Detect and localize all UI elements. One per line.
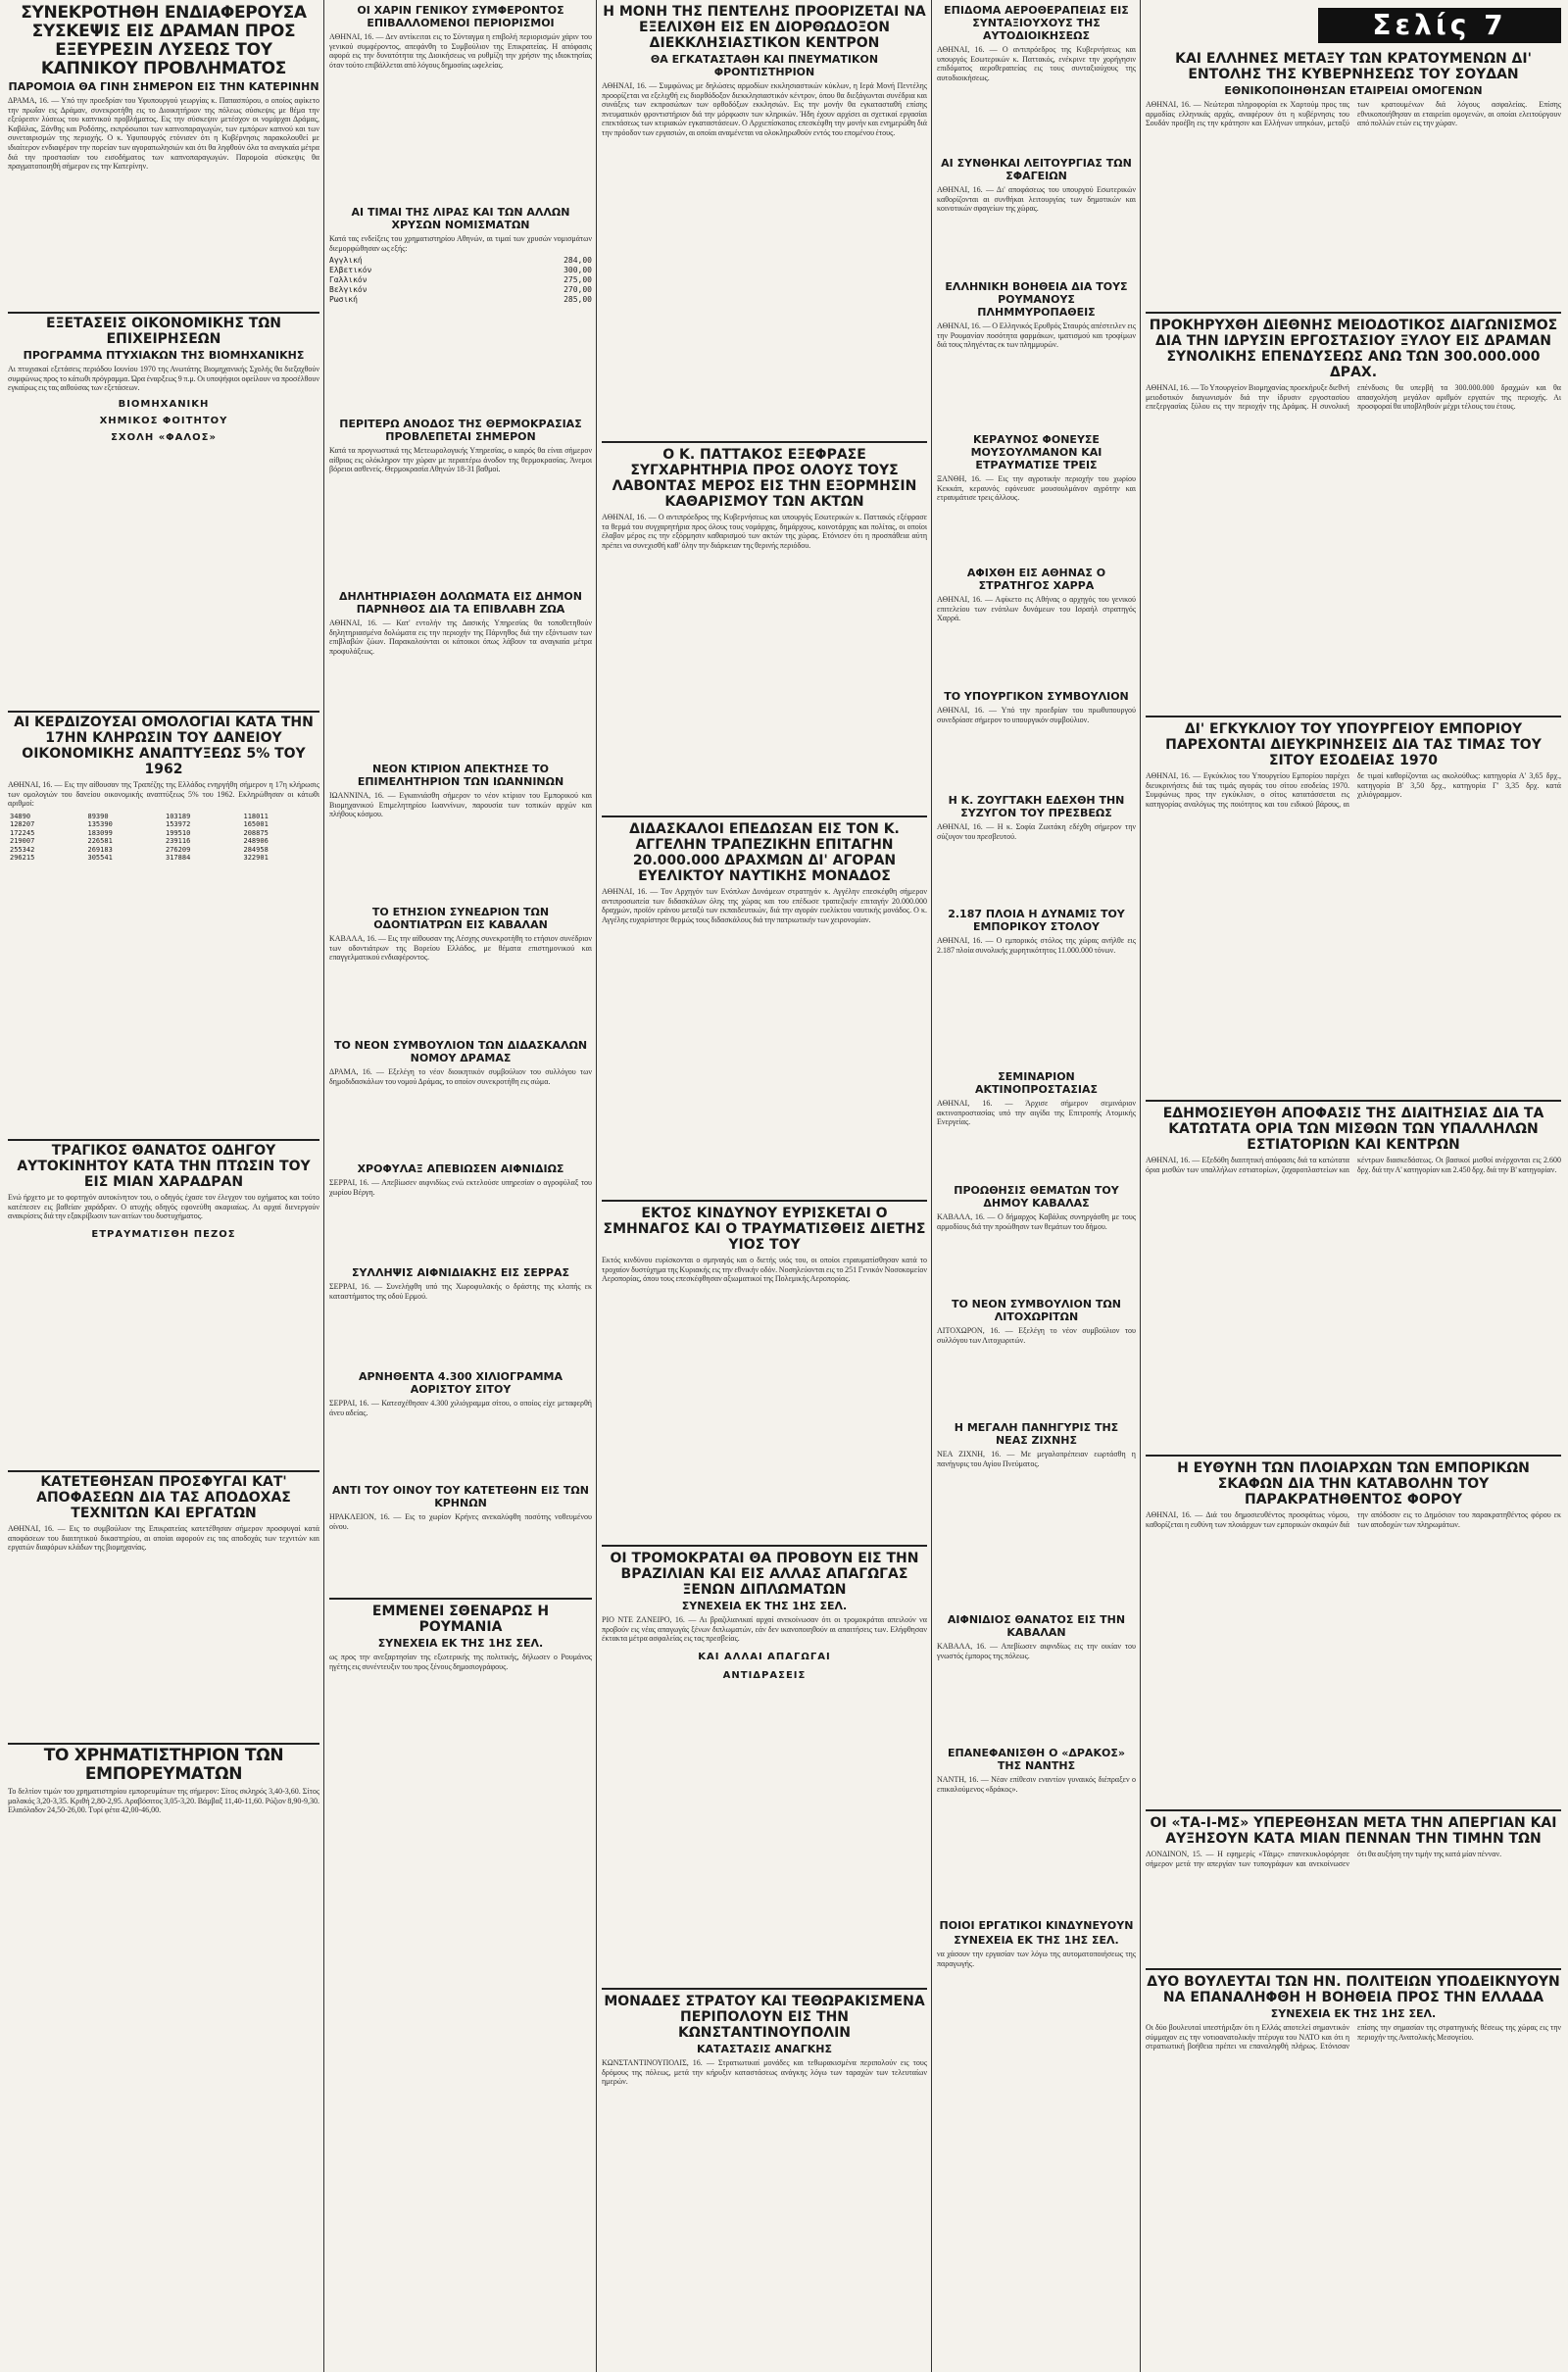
headline: ΣΥΛΛΗΨΙΣ ΑΙΦΝΙΔΙΑΚΗΣ ΕΙΣ ΣΕΡΡΑΣ [351, 1266, 570, 1279]
headline: ΑΙ ΤΙΜΑΙ ΤΗΣ ΛΙΡΑΣ ΚΑΙ ΤΩΝ ΑΛΛΩΝ ΧΡΥΣΩΝ ΝΟΜΙΣΜΑΤΩΝ [351, 206, 570, 231]
article-merchant-fleet [937, 908, 1136, 1064]
article-squadron-leader [602, 1206, 927, 1539]
article-teachers-drama [329, 1039, 592, 1157]
headline: ΟΙ ΤΡΟΜΟΚΡΑΤΑΙ ΘΑ ΠΡΟΒΟΥΝ ΕΙΣ ΤΗΝ ΒΡΑΖΙΛΙΑΝ ΚΑΙ ΕΙΣ ΑΛΛΑΣ ΑΠΑΓΩΓΑΣ ΞΕΝΩΝ ΔΙΠΛΩΜΑΤΩΝ [610, 1551, 919, 1598]
subheadline: ΘΑ ΕΓΚΑΤΑΣΤΑΘΗ ΚΑΙ ΠΝΕΥΜΑΤΙΚΟΝ ΦΡΟΝΤΙΣΤΗΡΙΟΝ [650, 53, 879, 78]
article-body: ΣΕΡΡΑΙ, 16. — Συνελήφθη υπό της Χωροφυλακής ο δράστης της κλοπής εκ καταστήματος της οδού Ερμού. [329, 1282, 592, 1301]
headline: ΑΦΙΧΘΗ ΕΙΣ ΑΘΗΝΑΣ Ο ΣΤΡΑΤΗΓΟΣ ΧΑΡΡΑ [966, 567, 1106, 592]
list-item [329, 285, 592, 295]
article-workers-at-risk [937, 1919, 1136, 2364]
headline: ΠΕΡΙΤΕΡΩ ΑΝΟΔΟΣ ΤΗΣ ΘΕΡΜΟΚΡΑΣΙΑΣ ΠΡΟΒΛΕΠΕΤΑΙ ΣΗΜΕΡΟΝ [339, 418, 582, 443]
gold-coin-label: Ελβετικόν [329, 266, 372, 275]
section-divider [329, 1598, 592, 1600]
headline: ΠΡΟΩΘΗΣΙΣ ΘΕΜΑΤΩΝ ΤΟΥ ΔΗΜΟΥ ΚΑΒΑΛΑΣ [954, 1184, 1119, 1210]
headline: ΝΕΟΝ ΚΤΙΡΙΟΝ ΑΠΕΚΤΗΣΕ ΤΟ ΕΠΙΜΕΛΗΤΗΡΙΟΝ ΤΩΝ ΙΩΑΝΝΙΝΩΝ [357, 763, 564, 788]
gold-coin-price: 285,00 [564, 295, 592, 305]
headline: ΤΡΑΓΙΚΟΣ ΘΑΝΑΤΟΣ ΟΔΗΓΟΥ ΑΥΤΟΚΙΝΗΤΟΥ ΚΑΤΑ ΤΗΝ ΠΤΩΣΙΝ ΤΟΥ ΕΙΣ ΜΙΑΝ ΧΑΡΑΔΡΑΝ [17, 1143, 311, 1190]
article-romania [329, 1604, 592, 2364]
article-body: ΑΘΗΝΑΙ, 16. — Ο αντιπρόεδρος της Κυβερνήσεως και υπουργός Εσωτερικών κ. Παττακός εξέφρασε τα θερμά του συγχαρητήρια προς όλους τους νομάρχας, δημάρχους, κοινοτάρχας και πολίτας, οι οποίοι έλαβον μέρος εις την εξόρμησιν καθαρισμού των ακτών της χώρας. Ετόνισεν ότι η προσπάθεια αύτη πρέπει να συνεχισθή καθ' όλην την διάρκειαν της θερινής περιόδου. [602, 513, 927, 550]
bond-number-cell: 284958 [243, 845, 269, 854]
section-divider [1146, 312, 1561, 314]
table-row [8, 813, 319, 821]
gold-coin-label: Γαλλικόν [329, 275, 368, 285]
article-body: ΑΘΗΝΑΙ, 16. — Τον Αρχηγόν των Ενόπλων Δυνάμεων στρατηγόν κ. Αγγέλην επεσκέφθη σήμερον αντιπροσωπεία των διδασκάλων όλης της χώρας και του επέδωσε τραπεζικήν επιταγήν 20.000.000 δραχμών, προϊόν εράνου μεταξύ των εκπαιδευτικών, διά την αγοράν ευελίκτου ναυτικής μονάδος. Ο κ. Αγγέλης ευχαρίστησε θερμώς τους διδασκάλους διά την πατριωτικήν των χειρονομίαν. [602, 887, 927, 924]
bond-number-cell: 165001 [243, 820, 269, 829]
article-teachers-cheque [602, 821, 927, 1194]
article-exams [8, 316, 319, 708]
article-body: ΑΘΗΝΑΙ, 16. — Ο αντιπρόεδρος της Κυβερνήσεως και υπουργός Εσωτερικών κ. Παττακός, ενέκρινε την χορήγησιν επιδόματος αεροθεραπείας εις τους συνταξιούχους της αυτοδιοικήσεως. [937, 45, 1136, 82]
article-body: ΛΙΤΟΧΩΡΟΝ, 16. — Εξελέγη το νέον συμβούλιον του συλλόγου των Λιτοχωριτών. [937, 1326, 1136, 1345]
table-row [8, 837, 319, 846]
headline: ΔΙΔΑΣΚΑΛΟΙ ΕΠΕΔΩΣΑΝ ΕΙΣ ΤΟΝ Κ. ΑΓΓΕΛΗΝ ΤΡΑΠΕΖΙΚΗΝ ΕΠΙΤΑΓΗΝ 20.000.000 ΔΡΑΧΜΩΝ ΔΙ' ΑΓΟΡΑΝ ΕΥΕΛΙΚΤΟΥ ΝΑΥΤΙΚΗΣ ΜΟΝΑΔΟΣ [629, 821, 900, 884]
section-divider [8, 711, 319, 713]
headline: Η Κ. ΖΟΥΓΤΑΚΗ ΕΔΕΧΘΗ ΤΗΝ ΣΥΖΥΓΟΝ ΤΟΥ ΠΡΕΣΒΕΩΣ [948, 794, 1125, 819]
headline: ΑΙΦΝΙΔΙΟΣ ΘΑΝΑΤΟΣ ΕΙΣ ΤΗΝ ΚΑΒΑΛΑΝ [947, 1613, 1126, 1639]
headline: ΕΠΑΝΕΦΑΝΙΣΘΗ Ο «ΔΡΑΚΟΣ» ΤΗΣ ΝΑΝΤΗΣ [948, 1747, 1125, 1772]
article-body: ΔΡΑΜΑ, 16. — Υπό την προεδρίαν του Υφυπουργού γεωργίας κ. Παπασπύρου, ο οποίος αφίκετο την πρωΐαν εις Δράμαν, συνεκροτήθη εις το Διοικητήριον της πόλεως σύσκεψις με θέμα την εξεύρεσιν λύσεως του καπνικού προβλήματος. Εις την σύσκεψιν μετέσχον οι νομάρχαι Δράμας, Καβάλας, Ξάνθης και Ροδόπης, εκπρόσωποι των καπνοπαραγωγών, των εμπόρων καπνού και των συνεταιρισμών της περιοχής. Ο κ. Υφυπουργός ετόνισεν ότι η Κυβέρνησις παρακολουθεί με ιδιαίτερον ενδιαφέρον την πορείαν των αγοραπωλησιών και ότι θα ληφθούν όλα τα αναγκαία μέτρα διά την προστασίαν του εισοδήματος των καπνοπαραγωγών. Παρομοία σύσκεψις θα πραγματοποιηθή σήμερον εις την Κατερίνην. [8, 96, 319, 172]
headline: ΟΙ ΧΑΡΙΝ ΓΕΝΙΚΟΥ ΣΥΜΦΕΡΟΝΤΟΣ ΕΠΙΒΑΛΛΟΜΕΝΟΙ ΠΕΡΙΟΡΙΣΜΟΙ [357, 4, 564, 29]
article-bond-draw [8, 715, 319, 1136]
section-label: ΒΙΟΜΗΧΑΝΙΚΗ [118, 398, 210, 410]
article-body: ΣΕΡΡΑΙ, 16. — Κατεσχέθησαν 4.300 χιλιόγραμμα σίτου, ο οποίος είχε μεταφερθή άνευ αδείας. [329, 1399, 592, 1417]
section-divider [602, 1988, 927, 1990]
article-body: ΚΑΒΑΛΑ, 16. — Εις την αίθουσαν της Λέσχης συνεκροτήθη το ετήσιον συνέδριον των οδοντιάτρων της Βορείου Ελλάδος, με θέματα επιστημονικού και επαγγελματικού ενδιαφέροντος. [329, 934, 592, 963]
headline: ΚΕΡΑΥΝΟΣ ΦΟΝΕΥΣΕ ΜΟΥΣΟΥΛΜΑΝΟΝ ΚΑΙ ΕΤΡΑΥΜΑΤΙΣΕ ΤΡΕΙΣ [970, 433, 1102, 471]
article-body: ΑΘΗΝΑΙ, 16. — Δι' αποφάσεως του υπουργού Εσωτερικών καθορίζονται αι συνθήκαι λειτουργίας των δημοτικών και κοινοτικών σφαγείων της χώρας. [937, 185, 1136, 214]
table-row [8, 829, 319, 838]
subheadline: ΠΑΡΟΜΟΙΑ ΘΑ ΓΙΝΗ ΣΗΜΕΡΟΝ ΕΙΣ ΤΗΝ ΚΑΤΕΡΙΝΗΝ [8, 80, 319, 93]
headline: ΜΟΝΑΔΕΣ ΣΤΡΑΤΟΥ ΚΑΙ ΤΕΘΩΡΑΚΙΣΜΕΝΑ ΠΕΡΙΠΟΛΟΥΝ ΕΙΣ ΤΗΝ ΚΩΝΣΤΑΝΤΙΝΟΥΠΟΛΙΝ [604, 1994, 925, 2041]
headline: ΣΕΜΙΝΑΡΙΟΝ ΑΚΤΙΝΟΠΡΟΣΤΑΣΙΑΣ [975, 1070, 1098, 1096]
headline: 2.187 ΠΛΟΙΑ Η ΔΥΝΑΜΙΣ ΤΟΥ ΕΜΠΟΡΙΚΟΥ ΣΤΟΛΟΥ [948, 908, 1125, 933]
bond-number-cell: 296215 [10, 854, 35, 863]
bond-number-cell: 305541 [87, 854, 113, 863]
column-rule [931, 0, 932, 2372]
headline: ΑΙ ΣΥΝΘΗΚΑΙ ΛΕΙΤΟΥΡΓΙΑΣ ΤΩΝ ΣΦΑΓΕΙΩΝ [941, 157, 1132, 182]
column-4 [937, 0, 1136, 2372]
article-wheat-prices [1146, 721, 1561, 1094]
continuation-label: ΣΥΝΕΧΕΙΑ ΕΚ ΤΗΣ 1ΗΣ ΣΕΛ. [954, 1934, 1119, 1947]
article-body: ως προς την ανεξαρτησίαν της εξωτερικής της πολιτικής, δήλωσεν ο Ρουμάνος ηγέτης εις συνέντευξιν του προς ξένους δημοσιογράφους. [329, 1653, 592, 1671]
bond-number-cell: 135390 [87, 820, 113, 829]
article-body: ΑΘΗΝΑΙ, 16. — Ο Ελληνικός Ερυθρός Σταυρός απέστειλεν εις την Ρουμανίαν ποσότητα φαρμάκων, ιματισμού και τροφίμων διά τους πληγέντας εκ των πλημμυρών. [937, 321, 1136, 350]
continuation-label: ΣΥΝΕΧΕΙΑ ΕΚ ΤΗΣ 1ΗΣ ΣΕΛ. [1270, 2007, 1437, 2020]
article-body: Κατά τας ενδείξεις του χρηματιστηρίου Αθηνών, αι τιμαί των χρυσών νομισμάτων διεμορφώθησαν ως εξής: [329, 234, 592, 253]
headline: ΕΛΛΗΝΙΚΗ ΒΟΗΘΕΙΑ ΔΙΑ ΤΟΥΣ ΡΟΥΜΑΝΟΥΣ ΠΛΗΜΜΥΡΟΠΑΘΕΙΣ [945, 280, 1128, 319]
article-ioannina-chamber [329, 763, 592, 900]
article-body: ΛΟΝΔΙΝΟΝ, 15. — Η εφημερίς «Τάιμς» επανεκυκλοφόρησε σήμερον μετά την απεργίαν των τυπογράφων και ανεκοίνωσεν ότι θα αυξήση την τιμήν της κατά μίαν πένναν. [1146, 1850, 1502, 1868]
headline: ΑΙ ΚΕΡΔΙΖΟΥΣΑΙ ΟΜΟΛΟΓΙΑΙ ΚΑΤΑ ΤΗΝ 17ΗΝ ΚΛΗΡΩΣΙΝ ΤΟΥ ΔΑΝΕΙΟΥ ΟΙΚΟΝΟΜΙΚΗΣ ΑΝΑΠΤΥΞΕΩΣ 5% ΤΟΥ 1962 [14, 715, 314, 777]
article-tobacco-meeting [8, 4, 319, 308]
bond-number-cell: 276209 [166, 845, 191, 854]
article-body: Το δελτίον τιμών του χρηματιστηρίου εμπορευμάτων της σήμερον: Σίτος σκληρός 3,40-3,60. Σίτος μαλακός 3,20-3,35. Κριθή 2,80-2,95. Αραβόσιτος 3,05-3,20. Βάμβαξ 11,40-11,60. Ρύζιον 8,90-9,30. Ελαιόλαδον 24,50-26,00. Τυρί φέτα 42,00-46,00. [8, 1787, 319, 1815]
article-air-therapy [937, 4, 1136, 151]
headline: ΔΙ' ΕΓΚΥΚΛΙΟΥ ΤΟΥ ΥΠΟΥΡΓΕΙΟΥ ΕΜΠΟΡΙΟΥ ΠΑΡΕΧΟΝΤΑΙ ΔΙΕΥΚΡΙΝΗΣΕΙΣ ΔΙΑ ΤΑΣ ΤΙΜΑΣ ΤΟΥ ΣΙΤΟΥ ΕΣΟΔΕΙΑΣ 1970 [1165, 721, 1542, 768]
bond-number-cell: 34890 [10, 812, 31, 820]
section-divider [602, 1545, 927, 1547]
headline: ΚΑΤΕΤΕΘΗΣΑΝ ΠΡΟΣΦΥΓΑΙ ΚΑΤ' ΑΠΟΦΑΣΕΩΝ ΔΙΑ ΤΑΣ ΑΠΟΔΟΧΑΣ ΤΕΧΝΙΤΩΝ ΚΑΙ ΕΡΓΑΤΩΝ [36, 1474, 291, 1521]
section-divider [8, 1470, 319, 1472]
gold-coin-price: 300,00 [564, 266, 592, 275]
continuation-label: ΣΥΝΕΧΕΙΑ ΕΚ ΤΗΣ 1ΗΣ ΣΕΛ. [681, 1600, 848, 1612]
headline: Ο Κ. ΠΑΤΤΑΚΟΣ ΕΞΕΦΡΑΣΕ ΣΥΓΧΑΡΗΤΗΡΙΑ ΠΡΟΣ ΟΛΟΥΣ ΤΟΥΣ ΛΑΒΟΝΤΑΣ ΜΕΡΟΣ ΕΙΣ ΤΗΝ ΕΞΟΡΜΗΣΙΝ ΚΑΘΑΡΙΣΜΟΥ ΤΩΝ ΑΚΤΩΝ [612, 447, 917, 510]
column-rule [1140, 0, 1141, 2372]
article-us-congressmen [1146, 1974, 1561, 2364]
headline: ΕΠΙΔΟΜΑ ΑΕΡΟΘΕΡΑΠΕΙΑΣ ΕΙΣ ΣΥΝΤΑΞΙΟΥΧΟΥΣ ΤΗΣ ΑΥΤΟΔΙΟΙΚΗΣΕΩΣ [944, 4, 1129, 42]
section-divider [8, 1743, 319, 1745]
article-body: ΑΘΗΝΑΙ, 16. — Κατ' εντολήν της Δασικής Υπηρεσίας θα τοποθετηθούν δηλητηριασμένα δολώματα εις την περιοχήν της Πάρνηθος διά την εξόντωσιν των επιβλαβών ζώων. Παρακαλούνται οι κάτοικοι όπως λάβουν τα αναγκαία μέτρα προφυλάξεως. [329, 618, 592, 656]
section-label: ΧΗΜΙΚΟΣ ΦΟΙΤΗΤΟΥ [99, 415, 228, 426]
bond-number-cell: 153972 [166, 820, 191, 829]
article-body: ΑΘΗΝΑΙ, 16. — Το Υπουργείον Βιομηχανίας προεκήρυξε διεθνή μειοδοτικόν διαγωνισμόν διά την ίδρυσιν εργοστασίου επεξεργασίας ξύλου εις την περιοχήν της Δράμας. Η συνολική επένδυσις θα υπερβή τα 300.000.000 δραχμών και θα απασχολήση μεγάλον αριθμόν εργατών της περιοχής. Αι προσφοραί θα υποβληθούν μέχρι τέλους του έτους. [1146, 383, 1561, 412]
article-body: ΙΩΑΝΝΙΝΑ, 16. — Εγκαινιάσθη σήμερον το νέον κτίριον του Εμπορικού και Βιομηχανικού Επιμελητηρίου Ιωαννίνων, παρουσία των τοπικών αρχών και πλήθους κόσμου. [329, 791, 592, 819]
column-1 [8, 0, 319, 2372]
bond-number-cell: 239116 [166, 837, 191, 846]
article-temperature [329, 418, 592, 584]
headline: ΟΙ «ΤΑ-Ι-ΜΣ» ΥΠΕΡΕΘΗΣΑΝ ΜΕΤΑ ΤΗΝ ΑΠΕΡΓΙΑΝ ΚΑΙ ΑΥΞΗΣΟΥΝ ΚΑΤΑ ΜΙΑΝ ΠΕΝΝΑΝ ΤΗΝ ΤΙΜΗΝ ΤΩΝ [1150, 1815, 1557, 1847]
article-appeals [8, 1474, 319, 1739]
article-body: ΚΑΒΑΛΑ, 16. — Ο δήμαρχος Καβάλας συνηργάσθη με τους αρμοδίους διά την προώθησιν των θεμάτων του δήμου. [937, 1212, 1136, 1231]
article-body: ΡΙΟ ΝΤΕ ΖΑΝΕΙΡΟ, 16. — Αι βραζιλιανικαί αρχαί ανεκοίνωσαν ότι οι τρομοκράται απειλούν να προβούν εις νέας απαγωγάς ξένων διπλωματών, εάν δεν ικανοποιηθούν αι απαιτήσεις των. Ελήφθησαν έκτακτα μέτρα ασφαλείας εις τας πρεσβείας. [602, 1615, 927, 1644]
gold-coin-label: Βελγικόν [329, 285, 368, 295]
article-gold-prices [329, 206, 592, 412]
article-constantinople [602, 1994, 927, 2366]
headline: ΚΑΙ ΕΛΛΗΝΕΣ ΜΕΤΑΞΥ ΤΩΝ ΚΡΑΤΟΥΜΕΝΩΝ ΔΙ' ΕΝΤΟΛΗΣ ΤΗΣ ΚΥΒΕΡΝΗΣΕΩΣ ΤΟΥ ΣΟΥΔΑΝ [1175, 51, 1532, 82]
article-body: να χάσουν την εργασίαν των λόγω της αυτοματοποιήσεως της παραγωγής. [937, 1950, 1136, 1968]
section-divider [602, 441, 927, 443]
article-body: ΚΑΒΑΛΑ, 16. — Απεβίωσεν αιφνιδίως εις την οικίαν του γνωστός έμπορος της πόλεως. [937, 1642, 1136, 1660]
article-body: ΑΘΗΝΑΙ, 16. — Συμφώνως με δηλώσεις αρμοδίων εκκλησιαστικών κύκλων, η Ιερά Μονή Πεντέλης προορίζεται να εξελιχθή εις διορθόδοξον διεκκλησιαστικόν κέντρον, όπου θα διεξάγωνται συνέδρια και συνάξεις των εκπροσώπων των ορθοδόξων εκκλησιών. Εις την μονήν θα εγκατασταθή επίσης πνευματικόν φροντιστήριον διά την μόρφωσιν των κληρικών. Ήδη έχουν αρχίσει αι σχετικαί εργασίαι επεκτάσεως των κτιριακών εγκαταστάσεων. Ο Αρχιεπίσκοπος επεσκέφθη την μονήν και ενημερώθη διά την πρόοδον των εργασιών, αι οποίαι αναμένεται να ολοκληρωθούν εντός του επομένου έτους. [602, 81, 927, 137]
headline: ΑΝΤΙ ΤΟΥ ΟΙΝΟΥ ΤΟΥ ΚΑΤΕΤΕΘΗΝ ΕΙΣ ΤΩΝ ΚΡΗΝΩΝ [332, 1484, 589, 1509]
article-body: ΑΘΗΝΑΙ, 16. — Εις το συμβούλιον της Επικρατείας κατετέθησαν σήμερον προσφυγαί κατά αποφάσεων του διαιτητικού δικαστηρίου, αι οποίαι αφορούν εις τας αποδοχάς των τεχνιτών και εργατών διαφόρων κλάδων της βιομηχανίας. [8, 1524, 319, 1553]
article-restaurant-wages [1146, 1106, 1561, 1449]
section-divider [1146, 1455, 1561, 1457]
article-penteli-monastery [602, 4, 927, 435]
article-body: ΚΩΝΣΤΑΝΤΙΝΟΥΠΟΛΙΣ, 16. — Στρατιωτικαί μονάδες και τεθωρακισμένα περιπολούν εις τους δρόμους της πόλεως, μετά την κήρυξιν καταστάσεως ανάγκης λόγω των ταραχών των τελευταίων ημερών. [602, 2058, 927, 2087]
article-body: ΝΕΑ ΖΙΧΝΗ, 16. — Με μεγαλοπρέπειαν εωρτάσθη η πανήγυρις του Αγίου Πνεύματος. [937, 1450, 1136, 1468]
section-label: ΣΧΟΛΗ «ΦΑΛΟΣ» [111, 431, 217, 443]
column-rule [323, 0, 324, 2372]
table-row [8, 846, 319, 855]
gold-price-list [329, 256, 592, 305]
article-general-harra [937, 567, 1136, 684]
section-divider [602, 1200, 927, 1202]
section-label: ΑΝΤΙΔΡΑΣΕΙΣ [722, 1669, 807, 1681]
bond-number-cell: 183099 [87, 828, 113, 837]
gold-coin-price: 270,00 [564, 285, 592, 295]
bond-number-cell: 89390 [87, 812, 109, 820]
article-romanian-flood-aid [937, 280, 1136, 427]
bond-number-cell: 226581 [87, 837, 113, 846]
gold-coin-price: 284,00 [564, 256, 592, 266]
article-times-strike [1146, 1815, 1561, 1962]
bond-number-cell: 118011 [243, 812, 269, 820]
article-nea-zichni [937, 1421, 1136, 1607]
article-body: ΑΘΗΝΑΙ, 16. — Εις την αίθουσαν της Τραπέζης της Ελλάδος ενηργήθη σήμερον η 17η κλήρωσις των ομολογιών του δανείου οικονομικής αναπτύξεως 5% του 1962. Εκληρώθησαν οι κάτωθι αριθμοί: [8, 780, 319, 809]
bond-number-cell: 199510 [166, 828, 191, 837]
article-driver-death [8, 1143, 319, 1466]
headline: ΔΗΛΗΤΗΡΙΑΣΘΗ ΔΟΛΩΜΑΤΑ ΕΙΣ ΔΗΜΟΝ ΠΑΡΝΗΘΟΣ ΔΙΑ ΤΑ ΕΠΙΒΛΑΒΗ ΖΩΑ [339, 590, 582, 616]
bond-number-cell: 172245 [10, 828, 35, 837]
gold-coin-label: Ρωσική [329, 295, 358, 305]
headline: ΣΥΝΕΚΡΟΤΗΘΗ ΕΝΔΙΑΦΕΡΟΥΣΑ ΣΥΣΚΕΨΙΣ ΕΙΣ ΔΡΑΜΑΝ ΠΡΟΣ ΕΞΕΥΡΕΣΙΝ ΛΥΣΕΩΣ ΤΟΥ ΚΑΠΝΙΚΟΥ ΠΡΟΒΛΗΜΑΤΟΣ [21, 4, 307, 78]
list-item [329, 275, 592, 285]
headline: ΠΡΟΚΗΡΥΧΘΗ ΔΙΕΘΝΗΣ ΜΕΙΟΔΟΤΙΚΟΣ ΔΙΑΓΩΝΙΣΜΟΣ ΔΙΑ ΤΗΝ ΙΔΡΥΣΙΝ ΕΡΓΟΣΤΑΣΙΟΥ ΞΥΛΟΥ ΕΙΣ ΔΡΑΜΑΝ ΣΥΝΟΛΙΚΗΣ ΕΠΕΝΔΥΣΕΩΣ ΑΝΩ ΤΩΝ 300.000.000 ΔΡΑΧ. [1149, 318, 1558, 380]
article-wine-krines [329, 1484, 592, 1592]
continuation-label: ΣΥΝΕΧΕΙΑ ΕΚ ΤΗΣ 1ΗΣ ΣΕΛ. [377, 1637, 544, 1650]
article-drama-factory-tender [1146, 318, 1561, 710]
headline: ΠΟΙΟΙ ΕΡΓΑΤΙΚΟΙ ΚΙΝΔΥΝΕΥΟΥΝ [939, 1919, 1134, 1932]
bond-number-cell: 322901 [243, 854, 269, 863]
list-item [329, 295, 592, 305]
section-divider [8, 1139, 319, 1141]
subheadline: ΚΑΤΑΣΤΑΣΙΣ ΑΝΑΓΚΗΣ [696, 2043, 833, 2055]
section-divider [1146, 1968, 1561, 1970]
headline: Η ΕΥΘΥΝΗ ΤΩΝ ΠΛΟΙΑΡΧΩΝ ΤΩΝ ΕΜΠΟΡΙΚΩΝ ΣΚΑΦΩΝ ΔΙΑ ΤΗΝ ΚΑΤΑΒΟΛΗΝ ΤΟΥ ΠΑΡΑΚΡΑΤΗΘΕΝΤΟΣ ΦΟΡΟΥ [1177, 1460, 1530, 1507]
bond-number-cell: 128207 [10, 820, 35, 829]
article-body: Οι δύο βουλευταί υπεστήριξαν ότι η Ελλάς αποτελεί σημαντικόν σύμμαχον εις την νοτιοανατολικήν πτέρυγα του ΝΑΤΟ και ότι η στρατιωτική βοήθεια πρέπει να επαναληφθή πλήρως. Ετόνισαν επίσης την σημασίαν της στρατηγικής θέσεως της χώρας εις την περιοχήν της Ανατολικής Μεσογείου. [1146, 2023, 1561, 2051]
bond-number-cell: 219007 [10, 837, 35, 846]
article-kavala-municipality [937, 1184, 1136, 1292]
headline: ΤΟ ΝΕΟΝ ΣΥΜΒΟΥΛΙΟΝ ΤΩΝ ΔΙΔΑΣΚΑΛΩΝ ΝΟΜΟΥ ΔΡΑΜΑΣ [333, 1039, 588, 1064]
article-litochoro [937, 1298, 1136, 1415]
bond-numbers-table [8, 813, 319, 863]
article-body: Κατά τα προγνωστικά της Μετεωρολογικής Υπηρεσίας, ο καιρός θα είναι σήμερον αίθριος εις ολόκληρον την χώραν με περαιτέρω άνοδον της θερμοκρασίας. Άνεμοι βόρειοι ασθενείς. Θερμοκρασία Αθηνών 18-31 βαθμοί. [329, 446, 592, 474]
article-nancy-dragon [937, 1747, 1136, 1913]
table-row [8, 854, 319, 863]
section-divider [8, 312, 319, 314]
headline: ΑΡΝΗΘΕΝΤΑ 4.300 ΧΙΛΙΟΓΡΑΜΜΑ ΑΟΡΙΣΤΟΥ ΣΙΤΟΥ [358, 1370, 564, 1396]
article-body: ΑΘΗΝΑΙ, 16. — Αφίκετο εις Αθήνας ο αρχηγός του γενικού επιτελείου των ενόπλων δυνάμεων του Ισραήλ στρατηγός Χαρρά. [937, 595, 1136, 623]
column-3 [602, 0, 927, 2372]
gold-coin-price: 275,00 [564, 275, 592, 285]
headline: ΔΥΟ ΒΟΥΛΕΥΤΑΙ ΤΩΝ ΗΝ. ΠΟΛΙΤΕΙΩΝ ΥΠΟΔΕΙΚΝΥΟΥΝ ΝΑ ΕΠΑΝΑΛΗΦΘΗ Η ΒΟΗΘΕΙΑ ΠΡΟΣ ΤΗΝ ΕΛΛΑΔΑ [1147, 1974, 1560, 2005]
headline: ΤΟ ΕΤΗΣΙΟΝ ΣΥΝΕΔΡΙΟΝ ΤΩΝ ΟΔΟΝΤΙΑΤΡΩΝ ΕΙΣ ΚΑΒΑΛΑΝ [371, 906, 550, 931]
column-2 [329, 0, 592, 2372]
article-body: Εκτός κινδύνου ευρίσκονται ο σμηναγός και ο διετής υιός του, οι οποίοι ετραυματίσθησαν κατά το τροχαίον δυστύχημα της Κυριακής εις την εθνικήν οδόν. Νοσηλεύονται εις το 251 Γενικόν Νοσοκομείον Αεροπορίας, όπου τους επεσκέφθησαν αξιωματικοί της Πολεμικής Αεροπορίας. [602, 1256, 927, 1284]
subheadline: ΠΡΟΓΡΑΜΜΑ ΠΤΥΧΙΑΚΩΝ ΤΗΣ ΒΙΟΜΗΧΑΝΙΚΗΣ [23, 349, 305, 362]
column-5 [1146, 0, 1561, 2372]
article-pattakos [602, 447, 927, 810]
article-body: ΑΘΗΝΑΙ, 16. — Ο εμπορικός στόλος της χώρας ανήλθε εις 2.187 πλοία συνολικής χωρητικότητος 11.000.000 τόνων. [937, 936, 1136, 955]
headline: ΤΟ ΝΕΟΝ ΣΥΜΒΟΥΛΙΟΝ ΤΩΝ ΛΙΤΟΧΩΡΙΤΩΝ [952, 1298, 1121, 1323]
list-item [329, 256, 592, 266]
headline: ΕΚΤΟΣ ΚΙΝΔΥΝΟΥ ΕΥΡΙΣΚΕΤΑΙ Ο ΣΜΗΝΑΓΟΣ ΚΑΙ Ο ΤΡΑΥΜΑΤΙΣΘΕΙΣ ΔΙΕΤΗΣ ΥΙΟΣ ΤΟΥ [603, 1206, 926, 1253]
article-body: ΑΘΗΝΑΙ, 16. — Η κ. Σοφία Ζωιτάκη εδέχθη σήμερον την σύζυγον του πρεσβευτού. [937, 822, 1136, 841]
article-body: ΗΡΑΚΛΕΙΟΝ, 16. — Εις το χωρίον Κρήνες ανεκαλύφθη ποσότης νοθευμένου οίνου. [329, 1512, 592, 1531]
subheadline: ΕΘΝΙΚΟΠΟΙΗΘΗΣΑΝ ΕΤΑΙΡΕΙΑΙ ΟΜΟΓΕΝΩΝ [1224, 84, 1483, 97]
article-body: ΞΑΝΘΗ, 16. — Εις την αγροτικήν περιοχήν του χωρίου Κεκκάπ, κεραυνός εφόνευσε μουσουλμάνον αγρότην και ετραυμάτισε τρεις άλλους. [937, 474, 1136, 503]
article-sudan-greeks [1146, 51, 1561, 306]
table-row [8, 820, 319, 829]
bond-number-cell: 248906 [243, 837, 269, 846]
article-commodities [8, 1747, 319, 2364]
article-body: ΑΘΗΝΑΙ, 16. — Νεώτεραι πληροφορίαι εκ Χαρτούμ προς τας αρμοδίας ελληνικάς αρχάς, αναφέρουν ότι η κυβέρνησις του Σουδάν προέβη εις την κράτησιν και Ελλήνων υπηκόων, μεταξύ των κρατουμένων διά λόγους ασφαλείας. Επίσης εθνικοποιήθησαν αι εταιρείαι ομογενών, αι οποίαι ελειτούργουν από πολλών ετών εις την χώραν. [1146, 100, 1561, 128]
bond-number-cell: 103189 [166, 812, 191, 820]
list-item [329, 266, 592, 275]
article-body: ΣΕΡΡΑΙ, 16. — Απεβίωσεν αιφνιδίως ενώ εκτελούσε υπηρεσίαν ο αγροφύλαξ του χωρίου Βέργη. [329, 1178, 592, 1197]
article-body: ΑΘΗΝΑΙ, 16. — Δεν αντίκειται εις το Σύνταγμα η επιβολή περιορισμών χάριν του γενικού συμφέροντος, απεφάνθη το Συμβούλιον της Επικρατείας. Η απόφασις αφορά εις την δυνατότητα της Διοικήσεως να ρυθμίζη την χρήσιν της ιδιοκτησίας όταν τούτο επιβάλλεται από λόγους δημοσίας ωφελείας. [329, 32, 592, 70]
headline: ΤΟ ΥΠΟΥΡΓΙΚΟΝ ΣΥΜΒΟΥΛΙΟΝ [944, 690, 1129, 703]
bond-number-cell: 317884 [166, 854, 191, 863]
headline: ΕΜΜΕΝΕΙ ΣΘΕΝΑΡΩΣ Η ΡΟΥΜΑΝΙΑ [371, 1604, 550, 1635]
article-arrest-serres [329, 1266, 592, 1364]
page-number-banner: Σελίς 7 [1318, 8, 1561, 43]
article-kavala-death [937, 1613, 1136, 1741]
article-slaughterhouses [937, 157, 1136, 274]
headline: ΧΡΟΦΥΛΑΞ ΑΠΕΒΙΩΣΕΝ ΑΙΦΝΙΔΙΩΣ [357, 1162, 564, 1175]
bond-number-cell: 269183 [87, 845, 113, 854]
article-body: Αι πτυχιακαί εξετάσεις περιόδου Ιουνίου 1970 της Ανωτάτης Βιομηχανικής Σχολής θα διεξαχθούν συμφώνως προς το κάτωθι πρόγραμμα. Ώρα έναρξεως 9 π.μ. Οι υποψήφιοι οφείλουν να προσέλθουν εγκαίρως εις τας αιθούσας των εξετάσεων. [8, 365, 319, 393]
article-body: Ενώ ήρχετο με το φορτηγόν αυτοκίνητον του, ο οδηγός έχασε τον έλεγχον του οχήματος και τούτο κατέπεσεν εις βαθείαν χαράδραν. Ο ατυχής οδηγός εφονεύθη ακαριαίως. Αι αρχαί διενεργούν ανακρίσεις διά την εξακρίβωσιν των αιτίων του δυστυχήματος. [8, 1193, 319, 1221]
gold-coin-label: Αγγλική [329, 256, 363, 266]
article-zoitaki [937, 794, 1136, 902]
column-rule [596, 0, 597, 2372]
section-label: ΚΑΙ ΑΛΛΑΙ ΑΠΑΓΩΓΑΙ [698, 1651, 831, 1662]
article-lightning [937, 433, 1136, 561]
article-ship-captains-tax [1146, 1460, 1561, 1804]
article-dentists [329, 906, 592, 1033]
section-divider [602, 815, 927, 817]
article-poison-baits [329, 590, 592, 757]
article-wheat-seized [329, 1370, 592, 1478]
headline: ΕΞΕΤΑΣΕΙΣ ΟΙΚΟΝΟΜΙΚΗΣ ΤΩΝ ΕΠΙΧΕΙΡΗΣΕΩΝ [46, 316, 281, 347]
headline: Η ΜΟΝΗ ΤΗΣ ΠΕΝΤΕΛΗΣ ΠΡΟΟΡΙΖΕΤΑΙ ΝΑ ΕΞΕΛΙΧΘΗ ΕΙΣ ΕΝ ΔΙΟΡΘΩΔΟΞΟΝ ΔΙΕΚΚΛΗΣΙΑΣΤΙΚΟΝ ΚΕΝΤΡΟΝ [603, 4, 926, 51]
article-radiation-seminar [937, 1070, 1136, 1178]
section-label: ΕΤΡΑΥΜΑΤΙΣΘΗ ΠΕΖΟΣ [91, 1228, 236, 1240]
section-divider [1146, 1809, 1561, 1811]
section-divider [1146, 716, 1561, 717]
article-body: ΑΘΗΝΑΙ, 16. — Εξεδόθη διαιτητική απόφασις διά τα κατώτατα όρια μισθών των υπαλλήλων εστιατορίων, ζαχαροπλαστείων και κέντρων διασκεδάσεως. Οι βασικοί μισθοί ανέρχονται εις 2.600 δρχ. διά την Α' κατηγορίαν και 2.450 δρχ. διά την Β' κατηγορίαν. [1146, 1156, 1561, 1174]
bond-number-cell: 255342 [10, 845, 35, 854]
article-body: ΝΑΝΤΗ, 16. — Νέαν επίθεσιν εναντίον γυναικός διέπραξεν ο επικαλούμενος «δράκος». [937, 1775, 1136, 1794]
article-body: ΔΡΑΜΑ, 16. — Εξελέγη το νέον διοικητικόν συμβούλιον του συλλόγου των δημοδιδασκάλων του νομού Δράμας, το οποίον συνεκροτήθη εις σώμα. [329, 1067, 592, 1086]
headline: Η ΜΕΓΑΛΗ ΠΑΝΗΓΥΡΙΣ ΤΗΣ ΝΕΑΣ ΖΙΧΝΗΣ [954, 1421, 1119, 1447]
article-cabinet [937, 690, 1136, 788]
headline: ΤΟ ΧΡΗΜΑΤΙΣΤΗΡΙΟΝ ΤΩΝ ΕΜΠΟΡΕΥΜΑΤΩΝ [43, 1747, 284, 1784]
article-brazil-terrorists [602, 1551, 927, 1982]
bond-number-cell: 208875 [243, 828, 269, 837]
article-body: ΑΘΗΝΑΙ, 16. — Διά του δημοσιευθέντος προσφάτως νόμου, καθορίζεται η ευθύνη των πλοιάρχων των εμπορικών σκαφών διά την απόδοσιν εις το Δημόσιον του παρακρατηθέντος φόρου εκ των αποδοχών των πληρωμάτων. [1146, 1510, 1561, 1529]
article-restrictions [329, 4, 592, 200]
article-body: ΑΘΗΝΑΙ, 16. — Υπό την προεδρίαν του πρωθυπουργού συνεδρίασε σήμερον το υπουργικόν συμβούλιον. [937, 706, 1136, 724]
article-guard-death [329, 1162, 592, 1260]
section-divider [1146, 1100, 1561, 1102]
article-body: ΑΘΗΝΑΙ, 16. — Εγκύκλιος του Υπουργείου Εμπορίου παρέχει διευκρινήσεις διά τας τιμάς αγοράς του σίτου εσοδείας 1970. Συμφώνως προς την εγκύκλιον, ο σίτος κατατάσσεται εις κατηγορίας αναλόγως της ποιότητος και του ειδικού βάρους, αι δε τιμαί καθορίζονται ως ακολούθως: κατηγορία Α' 3,65 δρχ., κατηγορία Β' 3,50 δρχ., κατηγορία Γ' 3,35 δρχ. κατά χιλιόγραμμον. [1146, 771, 1561, 809]
article-body: ΑΘΗΝΑΙ, 16. — Άρχισε σήμερον σεμινάριον ακτινοπροστασίας υπό την αιγίδα της Επιτροπής Ατομικής Ενεργείας. [937, 1099, 1136, 1127]
headline: ΕΔΗΜΟΣΙΕΥΘΗ ΑΠΟΦΑΣΙΣ ΤΗΣ ΔΙΑΙΤΗΣΙΑΣ ΔΙΑ ΤΑ ΚΑΤΩΤΑΤΑ ΟΡΙΑ ΤΩΝ ΜΙΣΘΩΝ ΤΩΝ ΥΠΑΛΛΗΛΩΝ ΕΣΤΙΑΤΟΡΙΩΝ ΚΑΙ ΚΕΝΤΡΩΝ [1162, 1106, 1544, 1153]
